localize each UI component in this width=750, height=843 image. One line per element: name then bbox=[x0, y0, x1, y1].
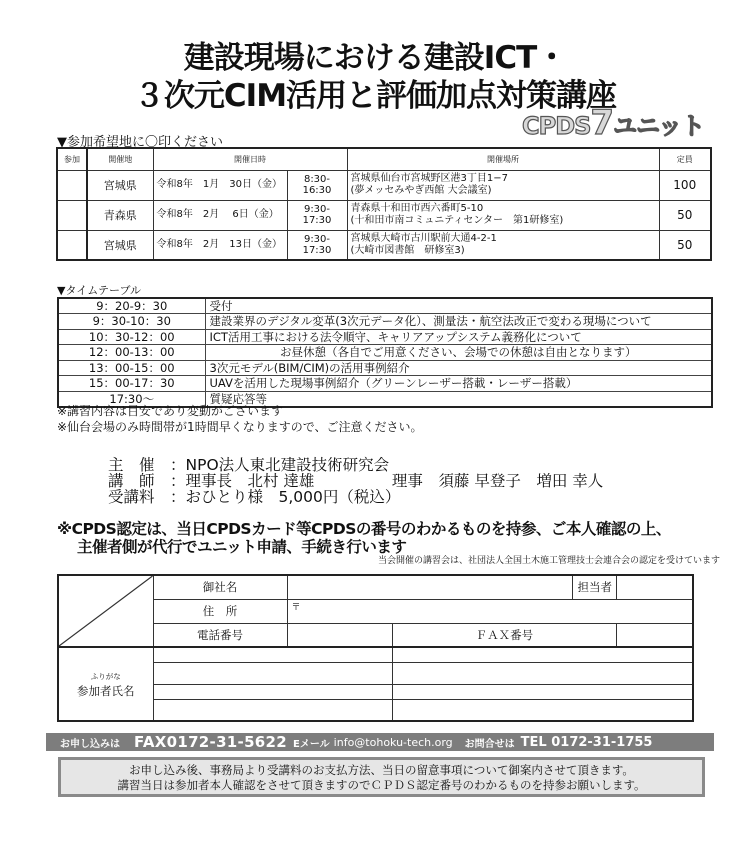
form-row-phone bbox=[58, 623, 693, 647]
timetable-content: UAVを活用した現場事例紹介（グリーンレーザー搭載・レーザー搭載） bbox=[205, 376, 712, 392]
fax-label: ＦＡＸ番号 bbox=[392, 623, 617, 647]
tel-number: TEL 0172-31-1755 bbox=[520, 734, 653, 750]
venue-place-line: (大崎市図書館 研修室3) bbox=[350, 244, 465, 256]
venue-time: 9:30-17:30 bbox=[287, 230, 347, 260]
participant-furigana-input[interactable] bbox=[153, 684, 392, 699]
timetable-content: ICT活用工事における法令順守、キャリアアップシステム義務化について bbox=[205, 329, 712, 345]
address-input[interactable]: 〒 bbox=[287, 599, 693, 623]
address-label: 住 所 bbox=[153, 599, 287, 623]
timetable-row bbox=[58, 314, 712, 330]
cpds-note-line1: ※CPDS認定は、当日CPDSカード等CPDSの番号のわかるものを持参、ご本人確認の上、 bbox=[57, 520, 671, 538]
timetable-row bbox=[58, 329, 712, 345]
cpds-prefix: CPDS bbox=[522, 112, 591, 140]
timetable-row bbox=[58, 298, 712, 314]
venue-pref: 宮城県 bbox=[87, 170, 153, 200]
fax-input[interactable] bbox=[617, 623, 693, 647]
diagonal-cell bbox=[58, 575, 153, 647]
venue-address bbox=[347, 170, 659, 200]
venue-place-line: (十和田市南コミュニティセンター 第1研修室) bbox=[350, 215, 564, 226]
participant-row bbox=[58, 699, 693, 721]
timetable-content: 受付 bbox=[205, 298, 712, 314]
venue-capacity: 50 bbox=[659, 230, 711, 260]
fee-value: ：おひとり様 5,000円（税込） bbox=[170, 488, 401, 506]
info-box bbox=[58, 757, 705, 797]
participant-furigana-input[interactable] bbox=[153, 647, 392, 662]
email-link[interactable]: info@tohoku-tech.org bbox=[333, 735, 453, 749]
timetable-row bbox=[58, 376, 712, 392]
timetable-note: ※講習内容は目安であり変動がございます bbox=[57, 404, 284, 418]
venue-place-line: (夢メッセみやぎ西館 大会議室) bbox=[350, 185, 492, 196]
timetable-note: ※仙台会場のみ時間帯が1時間早くなりますので、ご注意ください。 bbox=[57, 420, 423, 434]
fee-label: 受講料 bbox=[108, 488, 155, 506]
venue-time: 9:30-17:30 bbox=[287, 200, 347, 230]
join-checkbox[interactable] bbox=[57, 230, 87, 260]
venue-row bbox=[57, 200, 711, 230]
venue-pref: 宮城県 bbox=[87, 230, 153, 260]
form-row-address bbox=[58, 599, 693, 623]
timetable-label: ▼タイムテーブル bbox=[57, 284, 142, 297]
timetable-time: 15：00-17：30 bbox=[58, 376, 205, 392]
cpds-note-line2: 主催者側が代行でユニット申請、手続き行います bbox=[77, 538, 407, 556]
header-capacity: 定員 bbox=[659, 148, 711, 170]
venue-table bbox=[56, 147, 712, 261]
venue-section-label: ▼参加希望地に〇印ください bbox=[57, 135, 223, 150]
contact-input[interactable] bbox=[617, 575, 693, 599]
form-row-company bbox=[58, 575, 693, 599]
company-input[interactable] bbox=[287, 575, 573, 599]
venue-row bbox=[57, 230, 711, 260]
timetable-time: 13：00-15：00 bbox=[58, 360, 205, 376]
timetable-time: 17:30～ bbox=[58, 391, 205, 407]
venue-date: 令和8年 2月 6日（金） bbox=[153, 200, 287, 230]
venue-address-line: 宮城県仙台市宮城野区港3丁目1−7 bbox=[350, 173, 508, 184]
venue-address-line: 青森県十和田市西六番町5-10 bbox=[350, 203, 484, 214]
venue-address bbox=[347, 230, 659, 260]
timetable-content: 質疑応答等 bbox=[205, 391, 712, 407]
participant-label: 参加者氏名 bbox=[77, 684, 135, 698]
timetable-time: 10：30-12：00 bbox=[58, 329, 205, 345]
certification-note: 当会開催の講習会は、社団法人全国土木施工管理技士会連合会の認定を受けています bbox=[377, 556, 720, 566]
fax-number: FAX0172-31-5622 bbox=[134, 733, 288, 751]
venue-header-row bbox=[57, 148, 711, 170]
email-label: Eメール bbox=[293, 738, 330, 750]
timetable-row bbox=[58, 360, 712, 376]
venue-capacity: 100 bbox=[659, 170, 711, 200]
header-datetime: 開催日時 bbox=[153, 148, 347, 170]
venue-pref: 青森県 bbox=[87, 200, 153, 230]
venue-date: 令和8年 1月 30日（金） bbox=[153, 170, 287, 200]
host-value: ：NPO法人東北建設技術研究会 bbox=[170, 456, 390, 474]
participant-row bbox=[58, 662, 693, 684]
participant-name-input[interactable] bbox=[153, 662, 392, 684]
header-join: 参加 bbox=[57, 148, 87, 170]
contact-bar bbox=[46, 733, 714, 751]
lecturer-label: 講 師 bbox=[108, 472, 155, 490]
timetable-content: お昼休憩（各自でご用意ください、会場での休憩は自由となります） bbox=[205, 345, 712, 361]
participant-furigana-input[interactable] bbox=[392, 684, 693, 699]
venue-time: 8:30-16:30 bbox=[287, 170, 347, 200]
participant-name-input[interactable] bbox=[392, 699, 693, 721]
participant-furigana-input[interactable] bbox=[392, 647, 693, 662]
header-location: 開催地 bbox=[87, 148, 153, 170]
join-checkbox[interactable] bbox=[57, 200, 87, 230]
page-title-line2: ３次元CIM活用と評価加点対策講座 bbox=[133, 78, 617, 114]
header-venue: 開催場所 bbox=[347, 148, 659, 170]
page-title-line1: 建設現場における建設ICT・ bbox=[183, 40, 567, 76]
join-checkbox[interactable] bbox=[57, 170, 87, 200]
timetable-time: 12：00-13：00 bbox=[58, 345, 205, 361]
venue-capacity: 50 bbox=[659, 200, 711, 230]
timetable-content: 建設業界のデジタル変革(3次元データ化）、測量法・航空法改正で変わる現場について bbox=[205, 314, 712, 330]
timetable-content: 3次元モデル(BIM/CIM)の活用事例紹介 bbox=[205, 360, 712, 376]
diagonal-line-icon bbox=[59, 576, 153, 646]
venue-address bbox=[347, 200, 659, 230]
application-form bbox=[57, 574, 694, 722]
lecturer-value: ：理事長 北村 達雄 理事 須藤 早登子 増田 幸人 bbox=[170, 472, 604, 490]
furigana-label: ふりがな bbox=[90, 672, 121, 681]
timetable-row bbox=[58, 345, 712, 361]
timetable bbox=[57, 297, 713, 408]
fee-row bbox=[108, 488, 400, 507]
venue-date: 令和8年 2月 13日（金） bbox=[153, 230, 287, 260]
company-label: 御社名 bbox=[153, 575, 287, 599]
cpds-suffix: ユニット bbox=[613, 112, 705, 140]
participant-name-input[interactable] bbox=[392, 662, 693, 684]
participant-label-cell bbox=[58, 647, 153, 721]
timetable-time: 9：20-9：30 bbox=[58, 298, 205, 314]
participant-row bbox=[58, 684, 693, 699]
contact-label: 担当者 bbox=[573, 575, 617, 599]
apply-label: お申し込みは bbox=[60, 738, 120, 750]
phone-label: 電話番号 bbox=[153, 623, 287, 647]
inquiry-label: お問合せは bbox=[464, 738, 515, 750]
venue-address-line: 宮城県大崎市古川駅前大通4-2-1 bbox=[350, 232, 497, 244]
participant-row bbox=[58, 647, 693, 662]
venue-row bbox=[57, 170, 711, 200]
timetable-time: 9：30-10：30 bbox=[58, 314, 205, 330]
host-label: 主 催 bbox=[108, 456, 155, 474]
cpds-unit-badge bbox=[522, 103, 704, 143]
info-line2: 講習当日は参加者本人確認をさせて頂きますのでＣＰＤＳ認定番号のわかるものを持参お願いします。 bbox=[117, 778, 646, 792]
info-line1: お申し込み後、事務局より受講料のお支払方法、当日の留意事項について御案内させて頂きます。 bbox=[129, 763, 634, 777]
cpds-number: 7 bbox=[590, 103, 614, 143]
phone-input[interactable] bbox=[287, 623, 392, 647]
participant-name-input[interactable] bbox=[153, 699, 392, 721]
